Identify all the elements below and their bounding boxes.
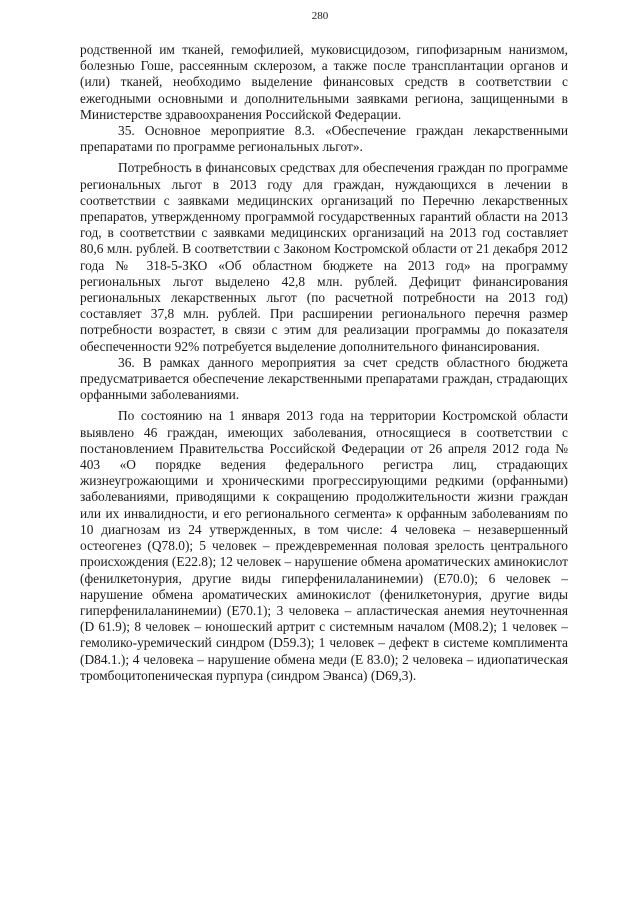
paragraph-continuation: родственной им тканей, гемофилией, муковисцидозом, гипофизарным нанизмом, болезнью Гоше, рассеянным склерозом, а также после трансплантации органов и (или) тканей, необходимо выделение финансовых средств в соответствии с ежегодными основными и дополнительными заявками региона, защищенными в Министерстве здравоохранения Российской Федерации. xyxy=(80,42,568,122)
paragraph-funding-need: Потребность в финансовых средствах для обеспечения граждан по программе региональных льгот в 2013 году для граждан, нуждающихся в лечении в соответствии с заявками медицинских организаций по Перечню лекарственных препаратов, утвержденному программой государственных гарантий области на 2013 год, в соответствии с заявками медицинских организаций на 2013 год составляет 80,6 млн. рублей. В соответствии с Законом Костромской области от 21 декабря 2012 года № 318-5-ЗКО «Об областном бюджете на 2013 год» на программу региональных льгот выделено 42,8 млн. рублей. Дефицит финансирования региональных лекарственных льгот (по расчетной потребности на 2013 год) составляет 37,8 млн. рублей. При расширении регионального перечня размер потребности возрастет, в связи с этим для реализации программы до показателя обеспеченности 92% потребуется выделение дополнительного финансирования. xyxy=(80,160,568,354)
document-body xyxy=(80,42,568,684)
paragraph-item-36: 36. В рамках данного мероприятия за счет средств областного бюджета предусматривается обеспечение лекарственными препаратами граждан, страдающих орфанными заболеваниями. xyxy=(80,354,568,403)
paragraph-item-35: 35. Основное мероприятие 8.3. «Обеспечение граждан лекарственными препаратами по программе региональных льгот». xyxy=(80,123,568,155)
paragraph-orphan-diseases: По состоянию на 1 января 2013 года на территории Костромской области выявлено 46 граждан, имеющих заболевания, относящиеся в соответствии с постановлением Правительства Российской Федерации от 26 апреля 2012 года № 403 «О порядке ведения федерального регистра лиц, страдающих жизнеугрожающими и хроническими прогрессирующими редкими (орфанными) заболеваниями, приводящими к сокращению продолжительности жизни граждан или их инвалидности, и его регионального сегмента» к орфанным заболеваниям по 10 диагнозам из 24 утвержденных, в том числе: 4 человека – незавершенный остеогенез (Q78.0); 5 человек – преждевременная половая зрелость центрального происхождения (E22.8); 12 человек – нарушение обмена ароматических аминокислот (фенилкетонурия, другие виды гиперфенилаланинемии) (E70.0); 6 человек – нарушение обмена ароматических аминокислот (фенилкетонурия, другие виды гиперфенилаланинемии) (E70.1); 3 человека – апластическая анемия неуточненная (D 61.9); 8 человек – юношеский артрит с системным началом (M08.2); 1 человек – гемолико-уремический синдром (D59.3); 1 человек – дефект в системе комплимента (D84.1.); 4 человека – нарушение обмена меди (E 83.0); 2 человека – идиопатическая тромбоцитопеническая пурпура (синдром Эванса) (D69,3). xyxy=(80,408,568,683)
page-number: 280 xyxy=(311,10,329,22)
